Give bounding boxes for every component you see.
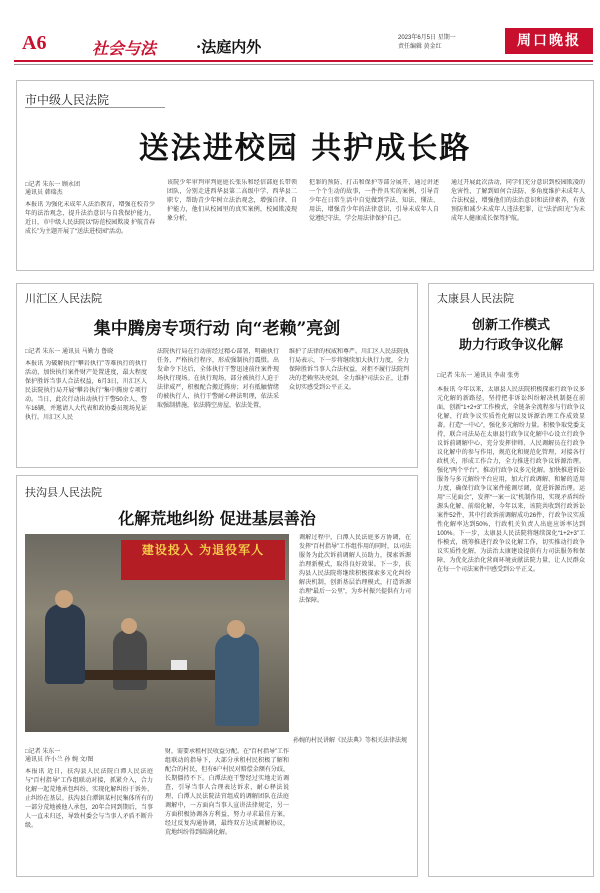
- masthead-thin-rule: [14, 64, 593, 65]
- headline: 送法进校园 共护成长路: [138, 131, 472, 166]
- person-center-head: [121, 618, 137, 634]
- masthead-rule: [14, 60, 593, 62]
- editor-credit: 责任编辑 黄金红: [398, 44, 442, 50]
- section-title: 社会与法: [92, 39, 157, 58]
- body-column-1: 本报讯 近日，扶沟县人民法院白潭人民法庭与“百村指导”工作组联动对接，抓紧介入，合力化解一起荒地承包纠纷，实现化解纠纷于诉外、止纠纷在基层。扶沟县白潭镇某村民集体所有的一部分荒地被他人承包，20年合同到期后，当事人一直未归还，导致村委会与当事人矛盾不断升级。: [25, 769, 153, 829]
- photo-banner: 建设投入 为退役军人: [121, 540, 285, 580]
- court-label: 太康县人民法院: [437, 292, 514, 305]
- headline: 集中腾房专项行动 向“老赖”亮剑: [93, 319, 341, 339]
- body-column-3: 犯罪的预防、打击和保护等部分展开，通过讲述一个个生动的故事，一件件具实的案例，引导青少年在日常生活中自觉做到学法、知法、懂法、用法，增强青少年的法律意识，引导未成年人自觉遵纪守法，学会用法律保护自己。: [309, 180, 439, 222]
- person-center: [113, 630, 147, 690]
- story-city-court: [16, 80, 594, 271]
- issue-date: 2023年6月5日 星期一: [398, 35, 456, 41]
- court-label: 川汇区人民法院: [25, 292, 102, 305]
- headline-line-2: 助力行政争议化解: [458, 338, 563, 353]
- body-column-2: 财，需要承租村民收益分配。在“百村指导”工作组联动的指导下，大部分承租村民积极了解和配合的村民，但有6户村民对赔偿金额有分歧，长期僵持不下。白潭法庭干警经过实地走访调查，引导当事人合理表达诉求，耐心释法说理，白潭人民法院法官组成的调解团队在法庭调解中，一方面向当事人宣讲法律规定，另一方面积极协调各方利益，努力寻求最佳方案，经过反复沟通协调，最终双方达成调解协议，荒地纠纷得到圆满化解。: [165, 749, 289, 836]
- date-info: [398, 34, 456, 52]
- headline: [429, 316, 593, 356]
- body-column-1: 本报讯 为破解执行“攀岩执行”等难执行的执行活动，加快执行案件财产处置进度，最大程度保护胜诉当事人合法权益，6月3日，川汇区人民法院执行局开展“攀岩执行”集中腾房专项行动。当日，此次行动出动执行干警50余人、警车16辆，并邀请人大代表和政协委员现场见证执行。川汇区人民: [25, 361, 147, 421]
- newspaper-logo: 周口晚报: [505, 28, 593, 54]
- masthead: [0, 0, 600, 64]
- byline: □记者 朱东一 通讯员 许小兰 孙 婉 文/图: [25, 749, 94, 763]
- headline-line-1: 创新工作模式: [471, 318, 550, 333]
- section-subtitle: ·法庭内外: [196, 38, 262, 56]
- person-right: [215, 634, 259, 726]
- person-left: [45, 604, 85, 684]
- byline: □记者 朱东一 顾永团 通讯员 韩瑞杰: [25, 182, 80, 196]
- story-photo: [25, 534, 289, 732]
- court-label: 市中级人民法院: [25, 93, 110, 107]
- story-chuanhui-court: [16, 283, 418, 468]
- byline: □记者 朱东一 通讯员 李肃 张勇: [437, 373, 520, 379]
- court-label-rule: [25, 107, 165, 108]
- paper-on-table: [171, 660, 187, 670]
- story-taikang-court: [428, 283, 594, 877]
- person-right-head: [227, 620, 245, 638]
- photo-caption: 孙婉的村民讲解《民法典》等相关法律法规: [292, 738, 407, 744]
- body-column-1: 本报讯 为强化未成年人法治教育，增强在校青少年的法治观念，提升法治意识与自我保护能力，近日，市中级人民法院以“防范校园欺凌 护航青春成长”为主题开展了“送法进校园”活动。: [25, 202, 155, 235]
- headline: 化解荒地纠纷 促进基层善治: [118, 509, 316, 528]
- body-column-2: 法院执行局在行动前经过精心部署，明确执行任务，严格执行程序，形成强制执行震慑。出发命令下达后，全体执行干警迅速前往案件现场执行现场。在执行现场，部分被执行人迫于法律威严，积极配合搬迁腾房；对有抵触情绪的被执行人，执行干警耐心释法明理，依法采取强制措施，依法腾空房屋，依法处置，: [157, 349, 279, 409]
- body-column-3: 调解过程中，白潭人民法庭多方协调，在发挥“百村指导”工作组作用的同时，以司法服务为此次诉前调解人员助力，探索诉源治理新模式，取得良好效果。下一步，扶沟县人民法院将继续积极探索多元化纠纷解决机制，创新基层治理模式，打造诉源治理“最后一公里”，为乡村振兴提供有力司法保障。: [299, 535, 411, 604]
- body-column-4: 通过开展此次活动，同学们充分意识到校园欺凌的危害性，了解到如何合法防、多角度维护未成年人合法权益，增强他们的法治意识和法律素养，有效预防和减少未成年人违法犯罪，让“法治阳光”为未成年人健康成长保驾护航。: [451, 180, 585, 222]
- story-fugou-court: [16, 475, 418, 877]
- page-number: A6: [22, 32, 47, 54]
- byline: □记者 朱东一 通讯员 马勤力 鲁晓: [25, 349, 114, 355]
- court-label-box: [25, 89, 145, 107]
- body-column-3: 维护了法律的权威和尊严。川汇区人民法院执行局表示，下一步将继续加大执行力度，全力保障胜诉当事人合法权益，对拒不履行法院判决的老赖坚决亮剑，全力维护司法公正，让群众切实感受到公平正义。: [289, 349, 409, 391]
- body-column-2: 该院少年审判审判庭庭长张乐和经信部庭长带领团队，分别走进西华县第二高级中学、西华县二职专，帮助青少年树立法治观念，增强自律、自护能力，他们从校园里的真实案例，校园欺凌现象分析，: [167, 180, 297, 222]
- person-left-head: [55, 590, 73, 608]
- court-label: 扶沟县人民法院: [25, 486, 102, 499]
- body-column: 本报讯 今年以来，太康县人民法院积极探索行政争议多元化解的新路径，坚持把非诉讼纠纷解决机制挺在前面，创新“1+2+3”工作模式，全链条全流程参与行政争议化解，行政争议实质性化解以及诉源治理工作成效显著。打造“一中心”，强化多元解纷力量。积极争取党委支持，联合司法局在太康县行政争议化解中心设立行政争议诉前调解中心，充分发挥律师、人民调解员在行政争议化解中的参与作用，规范化和规范化管理，对接各行政机关，形成工作合力，全力推进行政争议诉源治理。强化“两个平台”，推动行政争议多元化解。加快推进诉讼服务与多元解纷平台应用，加大行政调解、和解的适用力度，确保行政争议案件能调尽调，促进诉源治理。运用“三见面会”，发挥“一案一议”机制作用，实现矛盾纠纷源头化解、前端化解，今年以来，该院共收到行政诉讼案件52件，其中行政诉前调解成功26件，行政争议实质性化解率达到50%，行政机关负责人出庭应诉率达到100%。下一步，太康县人民法院将继续深化“1+2+3”工作模式，统筹推进行政争议化解工作，切实推动行政争议实质性化解，为法治太康建设提供有力司法服务和保障，为优化法治化营商环境贡献法院力量，让人民群众在每一个司法案件中感受到公平正义。: [437, 387, 585, 573]
- table: [85, 670, 215, 680]
